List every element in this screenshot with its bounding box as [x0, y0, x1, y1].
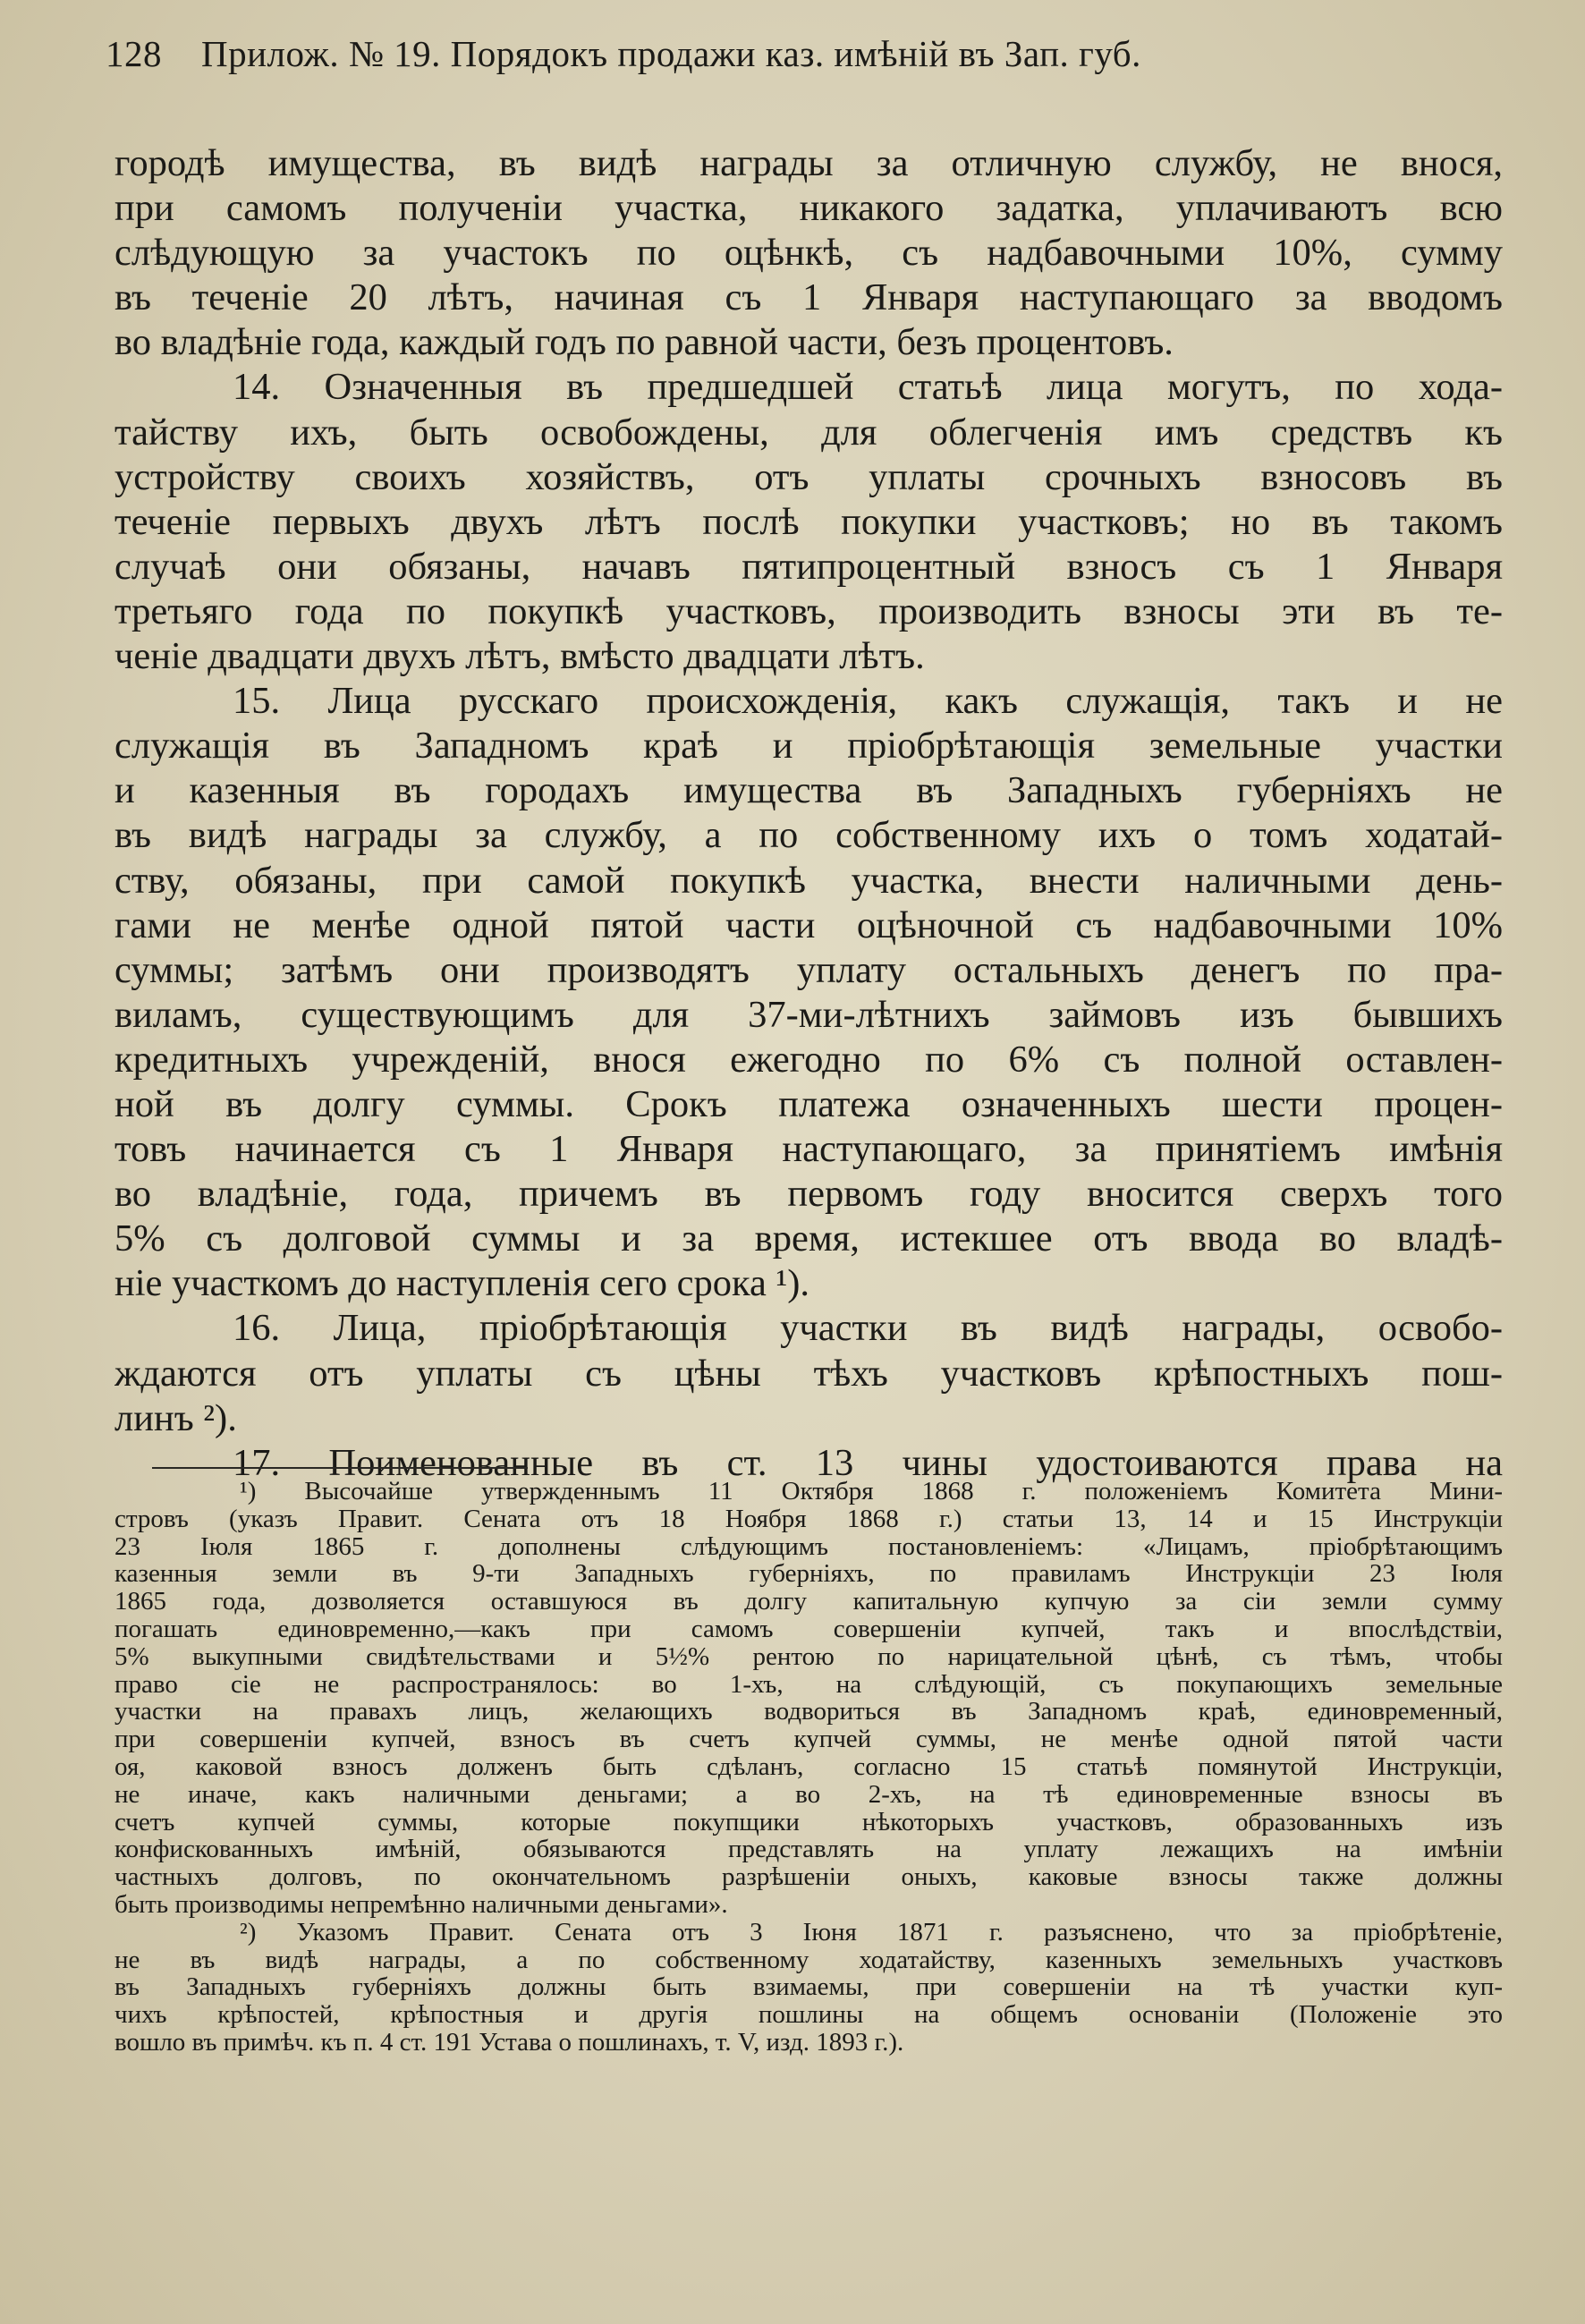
text-line: служащія въ Западномъ краѣ и пріобрѣтающія земельные участки [114, 725, 1503, 768]
footnote-line: конфискованныхъ имѣній, обязываются представлять на уплату лежащихъ на имѣніи [114, 1836, 1503, 1864]
footnote-line: чихъ крѣпостей, крѣпостныя и другія пошлины на общемъ основаніи (Положеніе это [114, 2001, 1503, 2029]
text-line: ной въ долгу суммы. Срокъ платежа означенныхъ шести процен- [114, 1082, 1503, 1125]
footnote-line: участки на правахъ лицъ, желающихъ водвориться въ Западномъ краѣ, единовременный, [114, 1698, 1503, 1726]
text-line: и казенныя въ городахъ имущества въ Западныхъ губерніяхъ не [114, 769, 1503, 812]
text-line: ніе участкомъ до наступленія сего срока ¹). [114, 1262, 810, 1305]
footnote-line: при совершеніи купчей, взносъ въ счетъ купчей суммы, не менѣе одной пятой части [114, 1726, 1503, 1753]
text-line: кредитныхъ учрежденій, внося ежегодно по 6% съ полной оставлен- [114, 1038, 1503, 1081]
text-line: тайству ихъ, быть освобождены, для облегченія имъ средствъ къ [114, 411, 1503, 454]
footnote-separator [152, 1467, 528, 1469]
text-line: линъ ²). [114, 1396, 237, 1439]
text-line: въ видѣ награды за службу, а по собственному ихъ о томъ ходатай- [114, 814, 1503, 857]
page-number: 128 [106, 33, 162, 74]
footnote-line: счетъ купчей суммы, которые покупщики нѣкоторыхъ участковъ, образованныхъ изъ [114, 1808, 1503, 1836]
text-line: виламъ, существующимъ для 37-ми-лѣтнихъ займовъ изъ бывшихъ [114, 993, 1503, 1036]
footnote-line: погашать единовременно,—какъ при самомъ совершеніи купчей, такъ и впослѣдствіи, [114, 1615, 1503, 1643]
text-line: ченіе двадцати двухъ лѣтъ, вмѣсто двадцати лѣтъ. [114, 635, 925, 678]
text-line: при самомъ полученіи участка, никакого задатка, уплачиваютъ всю [114, 187, 1503, 230]
article-17-start: 17. Поименованные въ ст. 13 чины удостоиваются права на [233, 1441, 1503, 1484]
article-14-start: 14. Означенныя въ предшедшей статьѣ лица могутъ, по хода- [233, 366, 1503, 409]
text-line: товъ начинается съ 1 Января наступающаго, за принятіемъ имѣнія [114, 1128, 1503, 1171]
text-line: ждаются отъ уплаты съ цѣны тѣхъ участковъ крѣпостныхъ пош- [114, 1352, 1503, 1395]
text-line: 5% съ долговой суммы и за время, истекшее отъ ввода во владѣ- [114, 1217, 1503, 1260]
article-16-start: 16. Лица, пріобрѣтающія участки въ видѣ награды, освобо- [233, 1307, 1503, 1350]
text-line: устройству своихъ хозяйствъ, отъ уплаты срочныхъ взносовъ въ [114, 455, 1503, 498]
footnote-line: въ Западныхъ губерніяхъ должны быть взимаемы, при совершеніи на тѣ участки куп- [114, 1973, 1503, 2002]
footnote-line: 23 Іюля 1865 г. дополнены слѣдующимъ постановленіемъ: «Лицамъ, пріобрѣтающимъ [114, 1532, 1503, 1561]
text-line: гами не менѣе одной пятой части оцѣночной съ надбавочными 10% [114, 903, 1503, 946]
footnote-line: 1865 года, дозволяется оставшуюся въ долгу капитальную купчую за сіи земли сумму [114, 1588, 1503, 1616]
footnote-line: оя, каковой взносъ долженъ быть сдѣланъ, согласно 15 статьѣ помянутой Инструкціи, [114, 1752, 1503, 1781]
article-15-start: 15. Лица русскаго происхожденія, какъ служащія, такъ и не [233, 680, 1503, 723]
footnote-line: право сіе не распространялось: во 1-хъ, на слѣдующій, съ покупающихъ земельные [114, 1670, 1503, 1699]
text-line: слѣдующую за участокъ по оцѣнкѣ, съ надбавочными 10%, сумму [114, 232, 1503, 275]
footnote-1-start: ¹) Высочайше утвержденнымъ 11 Октября 1868 г. положеніемъ Комитета Мини- [240, 1478, 1503, 1506]
text-line: во владѣніе, года, причемъ въ первомъ году вносится сверхъ того [114, 1173, 1503, 1216]
text-line: третьяго года по покупкѣ участковъ, производить взносы эти въ те- [114, 589, 1503, 632]
text-line: случаѣ они обязаны, начавъ пятипроцентный взносъ съ 1 Января [114, 545, 1503, 588]
footnote-line: не въ видѣ награды, а по собственному ходатайству, казенныхъ земельныхъ участковъ [114, 1946, 1503, 1974]
footnote-line: вошло въ примѣч. къ п. 4 ст. 191 Устава о пошлинахъ, т. V, изд. 1893 г.). [114, 2028, 904, 2057]
text-line: суммы; затѣмъ они производятъ уплату остальныхъ денегъ по пра- [114, 948, 1503, 991]
text-line: теченіе первыхъ двухъ лѣтъ послѣ покупки участковъ; но въ такомъ [114, 500, 1503, 543]
footnote-line: 5% выкупными свидѣтельствами и 5½% рентою по нарицательной цѣнѣ, съ тѣмъ, чтобы [114, 1642, 1503, 1671]
footnotes [114, 1478, 1503, 2057]
text-line: городѣ имущества, въ видѣ награды за отличную службу, не внося, [114, 142, 1503, 184]
running-title: Прилож. № 19. Порядокъ продажи каз. имѣній въ Зап. губ. [201, 33, 1141, 74]
text-line: въ теченіе 20 лѣтъ, начиная съ 1 Января наступающаго за вводомъ [114, 276, 1503, 319]
footnote-line: стровъ (указъ Правит. Сената отъ 18 Ноября 1868 г.) статьи 13, 14 и 15 Инструкціи [114, 1505, 1503, 1533]
footnote-line: частныхъ долговъ, по окончательномъ разрѣшеніи оныхъ, каковые взносы также должны [114, 1863, 1503, 1891]
footnote-line: быть производимы непремѣнно наличными деньгами». [114, 1890, 728, 1919]
text-line: ству, обязаны, при самой покупкѣ участка, внести наличными день- [114, 859, 1503, 902]
running-header [106, 32, 1394, 75]
footnote-2-start: ²) Указомъ Правит. Сената отъ 3 Іюня 1871 г. разъяснено, что за пріобрѣтеніе, [240, 1918, 1503, 1947]
text-line: во владѣніе года, каждый годъ по равной части, безъ процентовъ. [114, 321, 1174, 364]
main-text [114, 141, 1503, 1486]
footnote-line: не иначе, какъ наличными деньгами; а во 2-хъ, на тѣ единовременные взносы въ [114, 1780, 1503, 1809]
footnote-line: казенныя земли въ 9-ти Западныхъ губерніяхъ, по правиламъ Инструкціи 23 Іюля [114, 1560, 1503, 1589]
